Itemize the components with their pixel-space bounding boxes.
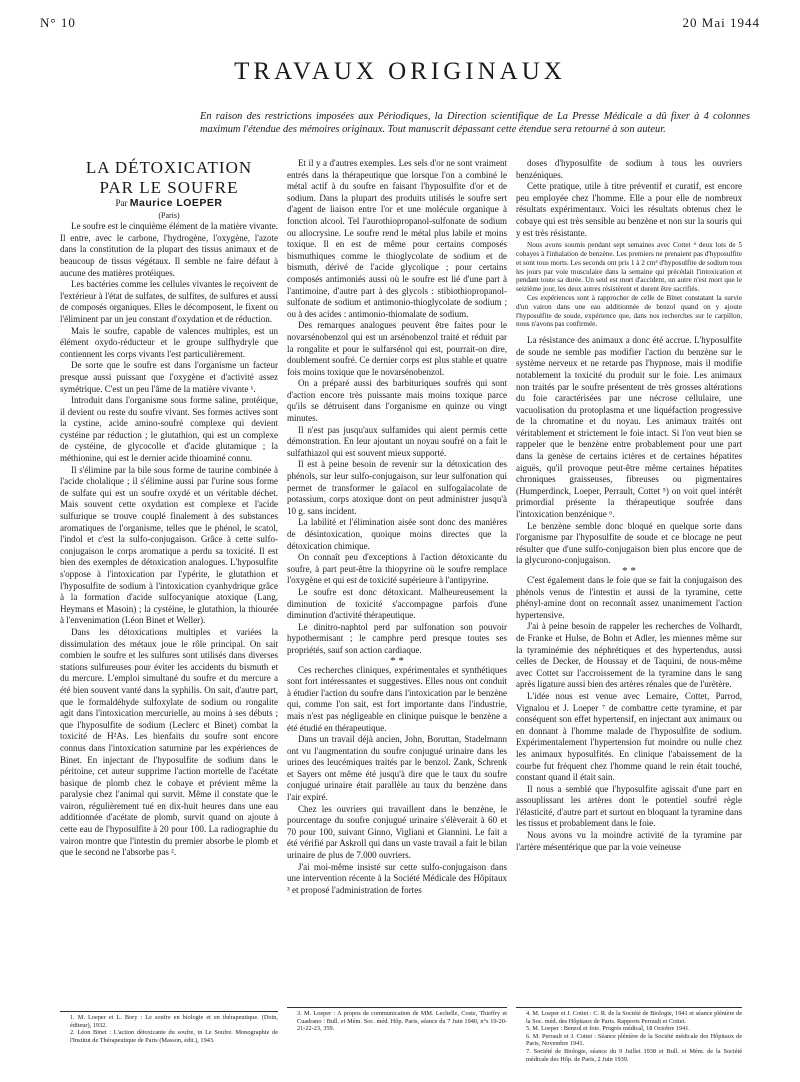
paragraph: L'idée nous est venue avec Lemaire, Cottet, Parrod, Vignalou et J. Loeper ⁷ de combattre cette tyramine, et par conséquent son effet hypertensif, en injectant aux animaux ou en donnant à l'homme malade de l'hyposulfite de sodium. Expérimentalement l'hypertension fut moindre ou nulle chez les animaux hyposulfités. En clinique l'abaissement de la courbe fut fréquent chez l'homme quand le rein était touché, constant quand il était sain. [516,690,742,783]
small-print-paragraph: Ces expériences sont à rapprocher de celle de Binet constatant la survie d'un vairon dans une eau additionnée de benzol quand on y ajoute l'hyposulfite de soude, expérience que, dans nos recherches sur le carpillon, nous n'avons pas confirmée. [516,293,742,329]
paragraph: La labilité et l'élimination aisée sont donc des manières de désintoxication, quoique moins directes que la détoxication chimique. [287,517,507,551]
byline [60,198,278,210]
footnote: 4. M. Loeper et J. Cottet : C. R. de la Société de Biologie, 1941 et séance plénière de la Soc. méd. des Hôpitaux de Paris. Rapports Perrault et Cottet. [526,1010,742,1025]
section-separator-stars: * * [390,654,404,667]
paragraph: Les bactéries comme les cellules vivantes le reçoivent de l'extérieur à l'état de sulfates, de sulfites, de sulfures et aussi de composés organiques. Elles le décomposent, le fixent ou l'éliminent par un jeu constant d'oxydation et de réduction. [60,279,278,324]
column-3-body-b [516,335,742,567]
column-2 [287,158,507,1006]
paragraph: doses d'hyposulfite de sodium à tous les ouvriers benzéniques. [516,158,742,180]
paragraph: De sorte que le soufre est dans l'organisme un facteur presque aussi puissant que l'oxygène et d'activité assez symétrique. C'est un peu l'âme de la matière vivante ¹. [60,360,278,394]
byline-par: Par [115,198,128,208]
issue-date: 20 Mai 1944 [682,15,760,30]
paragraph: Le soufre est donc détoxicant. Malheureusement la diminution de toxicité s'accompagne parfois d'une diminution d'activité thérapeutique. [287,586,507,621]
paragraph: Cette pratique, utile à titre préventif et curatif, est encore peu employée chez l'homme. Elle a pour elle de nombreux résultats expérimentaux. Voici les résultats obtenus chez le cobaye qui est très sensible au benzène et non sur la souris qui y est très résistante. [516,181,742,238]
paragraph: On connaît peu d'exceptions à l'action détoxicante du soufre, à part peut-être la thiopyrine où le soufre remplace l'oxygène et qui est de toxicité supérieure à l'antipyrine. [287,552,507,586]
footnote: 1. M. Loeper et L. Bory : Le soufre en biologie et en thérapeutique. (Doin, éditeur), 1932. [70,1014,278,1029]
paragraph: Il est à peine besoin de revenir sur la détoxication des phénols, sur leur sulfo-conjugaison, sur leur sulfonation qui permet de transformer le gaïacol en sulfogaïacolate de potassium, corps atoxique dont on peut administrer jusqu'à 10 g. sans incident. [287,459,507,516]
footnote: 2. Léon Binet : L'action détoxicante du soufre, in Le Soufre. Monographie de l'Institut de Thérapeutique de Paris (Masson, édit.), 1943. [70,1029,278,1044]
footnote: 3. M. Loeper : A propos de communication de MM. Lechelle, Coste, Thieffry et Cuadrano : Bull. et Mém. Soc. méd. Hôp. Paris, séance du 7 Juin 1940, n°s 19-20-21-22-23, 359. [297,1010,507,1033]
footnotes-column-3 [516,1010,742,1063]
paragraph: Il nous a semblé que l'hyposulfite agissait d'une part en assouplissant les artères dont le potentiel soufré règle l'élasticité, d'autre part et surtout en bloquant la tyramine dans les tissus et probablement dans le foie. [516,783,742,829]
paragraph: Des remarques analogues peuvent être faites pour le novarsénobenzol qui est un arsénobenzol traité et réduit par la rongalite et pour le sulfarsénol qui est, pourrait-on dire, doublement soufré. Ce dernier corps est plus stable et quatre fois moins toxique que le novarsénobenzol. [287,320,507,377]
paragraph: On a préparé aussi des barbituriques soufrés qui sont d'action encore très puissante mais moins toxique parce qu'ils se détruisent dans l'organisme en quinze ou vingt minutes. [287,378,507,424]
paragraph: Et il y a d'autres exemples. Les sels d'or ne sont vraiment entrés dans la thérapeutique que lorsque l'on a combiné le métal actif à du soufre en faisant l'hyposulfite d'or et de sodium. Dans la plupart des produits utilisés le soufre sert d'agent de liaison entre l'or et une molécule organique à fonction alcool. Tel l'aurothiopropanol-sulfonate de sodium ou allocrysine. Le soufre rend le métal plus labile et moins toxique. Il en est de même pour certains composés bismuthiques comme le thioglycolate de sodium et de bismuth, dérivé de l'acide glycolique ; pour certains composés antimoniés aussi où le soufre est lié d'une part à l'antimoine, d'autre part à des glycols : stibiothiopropanol-sulfonate de sodium et antimonio-thioglycolate de sodium ; ou à des acides : antimonio-thiomalate de sodium. [287,158,507,319]
paragraph: La résistance des animaux a donc été accrue. L'hyposulfite de soude ne semble pas modifier l'action du benzène sur le système nerveux et ne retarde pas l'hypnose, mais il modifie notablement la toxicité du produit sur le foie. Les animaux non traités par le soufre présentent de très grosses altérations du foie caractérisées par une nécrose cellulaire, une vacuolisation du protoplasma et une liquéfaction progressive de la chromatine et du noyau. Les animaux traités ont véritablement et strictement le foie intact. Si l'on veut bien se rappeler que le benzène entre probablement pour une part dans la genèse de certains ictères et de certaines hépatites aiguës, qu'il provoque peut-être même certaines hépatites chroniques graisseuses, fibreuses ou pigmentaires (Humperdinck, Loeper, Perrault, Cottet ⁵) on voit quel intérêt primordial présente la thérapeutique soufrée dans l'intoxication benzénique ⁶. [516,335,742,520]
section-separator-stars-2: * * [622,565,636,577]
article-title [60,158,278,198]
footnotes-column-1 [60,1014,278,1044]
paragraph: J'ai à peine besoin de rappeler les recherches de Volhardt, de Franke et Hulse, de Bohn et Adler, les miennes même sur la tyraminémie des néphrétiques et des hypertendus, aussi celles de Decker, de Houssay et de Taquini, de nous-même avec Cottet sur l'accroissement de la tyramine dans le sang après ligature aussi bien des artères rénales que de l'urètère. [516,621,742,690]
column-3-small-print [516,241,742,329]
author-name: Maurice LOEPER [129,197,223,209]
page-header [40,15,760,35]
column-3-body-a [516,158,742,239]
paragraph: Il s'élimine par la bile sous forme de taurine combinée à l'acide cholalique ; il s'élimine aussi par l'urine sous forme de sulfate qui est un soufre oxydé et un véritable déchet. Mais souvent cette oxydation est complexe et l'acide sulfurique se trouve couplé finalement à des substances aromatiques de l'organisme, telles que le phénol, le scatol, l'indol et c'est la sulfo-conjugaison. Grâce à cette sulfo-conjugaison le corps aromatique a perdu sa toxicité. Il est bien des exemples de détoxication analogues. L'hyposulfite s'oppose à l'intoxication par l'ypérite, le glutathion et l'hyposulfite de sodium à l'intoxication cyanhydrique grâce à la formation d'acide sulfocyanique atoxique (Lang, Heymans et Masoin) ; la cystéine, le glutathion, la thiourée à l'envenimation (Léon Binet et Weller). [60,464,278,626]
column-1 [60,158,278,1010]
paragraph: C'est également dans le foie que se fait la conjugaison des phénols venus de l'intestin et aussi de la tyramine, cette phényl-amine dont on reconnaît assez unanimement l'action hypertensive. [516,575,742,620]
footnote: 6. M. Perrault et J. Cottet : Séance plénière de la Société médicale des Hôpitaux de Paris, Novembre 1941. [526,1032,742,1048]
paragraph: Le dinitro-naphtol perd par sulfonation son pouvoir hypothermisant ; le camphre perd presque toutes ses propriétés, sauf son action cardiaque. [287,621,507,655]
article-title-line1: LA DÉTOXICATION [85,158,253,177]
footnote-rule-1 [60,1011,278,1012]
column-1-body [60,221,278,859]
editorial-notice: En raison des restrictions imposées aux Périodiques, la Direction scientifique de La Presse Médicale a dû fixer à 4 colonnes maximum l'étendue des mémoires originaux. Tout manuscrit dépassant cette étendue sera retourné à son auteur. [200,111,750,135]
paragraph: J'ai moi-même insisté sur cette sulfo-conjugaison dans une intervention récente à la Société Médicale des Hôpitaux ³ et proposé l'administration de fortes [287,861,507,895]
paragraph: Ces recherches cliniques, expérimentales et synthétiques sont fort intéressantes et suggestives. Elles nous ont conduit à étudier l'action du soufre dans l'intoxication par le benzène qui, comme l'on sait, est fort importante dans l'industrie, mais n'est pas négligeable en clinique puisque le benzène a été étudié en thérapeutique. [287,664,507,733]
paragraph: Le soufre est le cinquième élément de la matière vivante. Il entre, avec le carbone, l'hydrogène, l'oxygène, l'azote dans la constitution de la plupart des tissus animaux et de beaucoup de tissus végétaux. Il semble ne faire défaut à aucune des matières protéiques. [60,221,278,278]
footnote-rule-2 [287,1007,507,1008]
section-title: TRAVAUX ORIGINAUX [234,58,566,85]
footnote-rule-3 [516,1007,742,1008]
column-3-body-c [516,575,742,853]
footnote: 7. Société de Biologie, séance du 9 Juillet 1938 et Bull. et Mém. de la Société médicale des Hôp. de Paris, 2 Juin 1939. [526,1047,742,1063]
small-print-paragraph: Nous avons soumis pendant sept semaines avec Cottet ⁴ deux lots de 5 cobayes à l'inhalation de benzène. Les premiers ne prenaient pas d'hyposulfite et sont tous morts. Les seconds ont pris 1 à 2 cm³ d'hyposulfite de sodium tous les jours par voie musculaire dans la semaine qui précédait l'intoxication et pendant toute sa durée. Un seul est mort d'accident, un autre n'est mort que le seizième jour, les deux autres résistèrent et durent être sacrifiés. [516,241,742,294]
column-3 [516,158,742,1006]
footnotes-column-2 [287,1010,507,1033]
paragraph: Dans les détoxications multiples et variées la dissimulation des métaux joue le rôle principal. On sait combien le soufre et les sulfures sont utilisés dans diverses stations sulfureuses pour éviter les accidents du bismuth et du mercure. L'emploi simultané du soufre et du mercure a été bien souvent vanté dans la syphilis. On sait, d'autre part, que le formaldéhyde sulfoxylate de sodium ou rongalite agit dans l'intoxication mercurielle, au moins à ses débuts ; que l'hyposulfite de sodium (Leclerc et Binet) combat la toxicité de H²As. Les bienfaits du soufre sont encore connus dans l'intoxication saturnine par les expériences de Binet. En injectant de l'hyposulfite de sodium dans le péritoine, cet auteur supprime l'action mortelle de l'acétate basique de plomb chez le cobaye et prévient même la paralysie chez l'animal qui survit. Même il constate que le vairon, régulièrement tué en dix-huit heures dans une eau additionnée d'acétate de plomb, survit quand on ajoute à cette eau de l'hyposulfite à 20 pour 100. La radiographie du vairon montre que l'intestin du premier absorbe le plomb et que le second ne l'absorbe pas ². [60,626,278,858]
paragraph: Nous avons vu la moindre activité de la tyramine par l'artère mésentérique que par la voie veineuse [516,830,742,852]
paragraph: Dans un travail déjà ancien, John, Boruttan, Stadelmann ont vu l'augmentation du soufre conjugué urinaire dans les urines des leucémiques traités par le benzol. Zank, Schrenk et Sayers ont même été jusqu'à dire que le taux du soufre conjugué urinaire était parallèle au taux du benzène dans l'air expiré. [287,734,507,803]
paragraph: Chez les ouvriers qui travaillent dans le benzène, le pourcentage du soufre conjugué urinaire s'élèverait à 60 et 70 pour 100, suivant Ginno, Vigliani et Giannini. Le fait a été vérifié par Askroll qui dans un vaste travail a fait le bilan urinaire de plus de 7.000 ouvriers. [287,803,507,861]
issue-number: N° 10 [40,15,76,30]
column-2-body-a [287,158,507,657]
column-2-body-b [287,665,507,897]
footnote: 5. M. Loeper : Benzol et foie. Progrès médical, 18 Octobre 1941. [526,1025,691,1033]
article-title-line2: PAR LE SOUFRE [99,178,239,197]
paragraph: Le benzène semble donc bloqué en quelque sorte dans l'organisme par l'hyposulfite de soude et ce blocage ne peut résulter que d'une sulfo-conjugaison bien plus encore que de la glycurono-conjugaison. [516,520,742,566]
paragraph: Il n'est pas jusqu'aux sulfamides qui aient permis cette démonstration. En leur ajoutant un noyau soufré on a fait le sulfathiazol qui est souvent mieux supporté. [287,424,507,458]
author-city: (Paris) [158,210,180,220]
paragraph: Introduit dans l'organisme sous forme saline, protéique, il devient ou reste du soufre vivant. Ses formes actives sont la cystine, acide amino-soufré complexe qui devient cystéine par réduction ; le glutathion, qui est un complexe de cystéine, de glycocolle et d'acide glutamique ; la méthionine, qui est le dernier acide thioaminé connu. [60,395,278,464]
paragraph: Mais le soufre, capable de valences multiples, est un élément oxydo-réducteur et le groupe sulfhydryle que contiennent les corps vivants l'est particulièrement. [60,325,278,359]
